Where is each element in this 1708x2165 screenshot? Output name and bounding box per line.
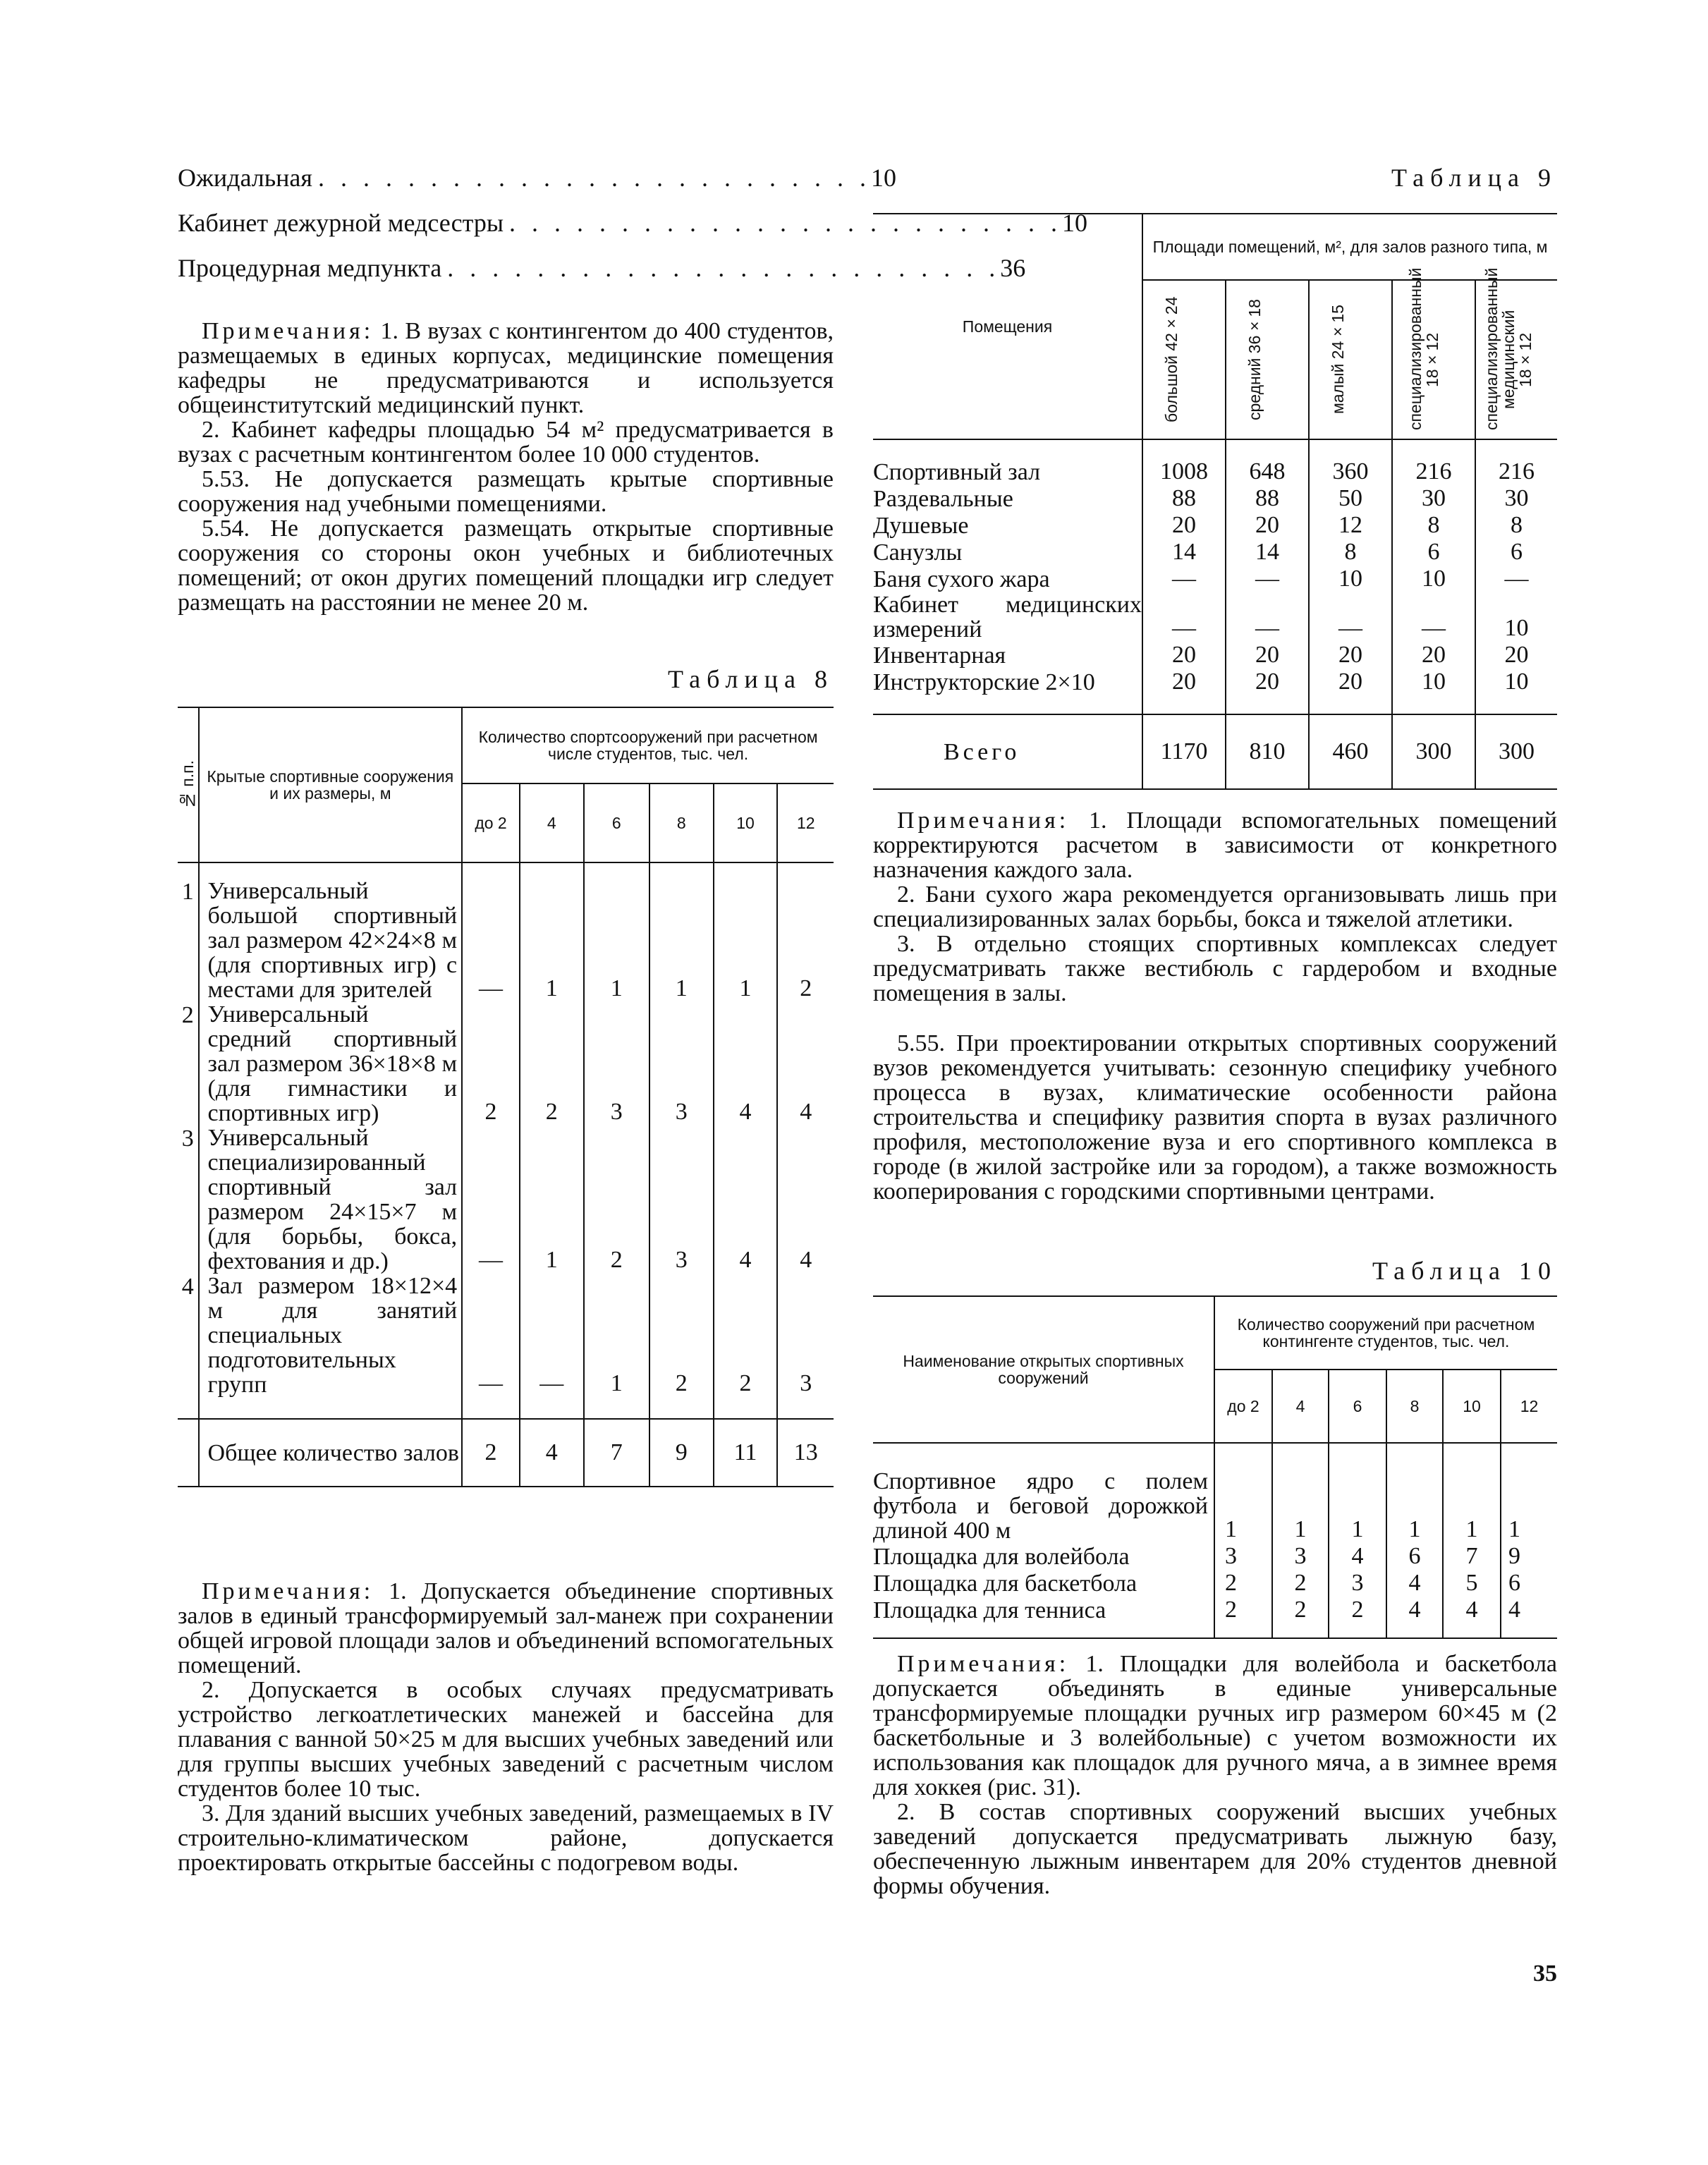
col-header: малый 24×15	[1309, 280, 1392, 439]
cell: 2	[1214, 1597, 1272, 1638]
row-no: 2	[178, 1002, 199, 1126]
cell: 2	[584, 1126, 649, 1274]
row-name: Инструкторские 2×10	[873, 669, 1142, 714]
table-row	[873, 1443, 1557, 1543]
cell: 20	[1226, 642, 1309, 669]
cell: 1008	[1142, 439, 1226, 485]
cell: 1	[584, 1274, 649, 1419]
col-header: 8	[649, 783, 714, 862]
cell: 9	[1508, 1543, 1520, 1569]
row-name: Раздевальные	[873, 485, 1142, 512]
cell: 88	[1226, 485, 1309, 512]
total-row	[178, 1419, 834, 1487]
cell: —	[1226, 566, 1309, 592]
table-9	[873, 213, 1557, 790]
leader-dots: . . . . . . . . . . . . . . . . . . . . . . . . .	[317, 164, 871, 192]
cell: 12	[1309, 512, 1392, 539]
table8-title: Таблица 8	[668, 665, 834, 693]
notes-d	[873, 1652, 1557, 1898]
row-no: 3	[178, 1126, 199, 1274]
table-row	[873, 1543, 1557, 1570]
cell: 4	[1386, 1597, 1443, 1638]
cell: 30	[1504, 485, 1529, 511]
total-cell: 11	[714, 1419, 778, 1487]
row-name: Универсальный большой спортивный зал размером 42×24×8 м (для спортивных игр) с местами для зрителей	[199, 862, 463, 1002]
cell: 1	[1329, 1443, 1386, 1543]
cell: 2	[462, 1002, 520, 1126]
cell: 6	[1392, 539, 1475, 566]
cell: 20	[1309, 669, 1392, 714]
table-row	[873, 485, 1557, 512]
cell: 20	[1142, 669, 1226, 714]
row-name: Универсальный специализированный спортивный зал размером 24×15×7 м (для борьбы, бокса, фехтования и др.)	[199, 1126, 463, 1274]
col-header: 12	[796, 814, 815, 832]
row-name: Инвентарная	[873, 642, 1142, 669]
total-cell: 4	[520, 1419, 584, 1487]
table-row	[873, 1597, 1557, 1638]
row-name: Площадка для тенниса	[873, 1597, 1214, 1638]
cell: 1	[584, 862, 649, 1002]
row-name: Кабинет медицинских измерений	[873, 592, 1142, 642]
cell: —	[1226, 592, 1309, 642]
col-header-name: Наименование открытых спортивных сооружений	[873, 1296, 1214, 1443]
note-paragraph: 2. Кабинет кафедры площадью 54 м² предусматривается в вузах с расчетным контингентом более 10 000 студентов.	[178, 417, 834, 468]
cell: 2	[1214, 1570, 1272, 1597]
note-paragraph: 3. Для зданий высших учебных заведений, размещаемых в IV строительно-климатическом районе, допускается проектировать открытые бассейны с подогревом воды.	[178, 1800, 834, 1876]
row-name: Душевые	[873, 512, 1142, 539]
table-row	[873, 642, 1557, 669]
cell: 1	[714, 862, 778, 1002]
cell: 1	[1214, 1443, 1272, 1543]
cell: 6	[1511, 539, 1523, 565]
table-row	[873, 592, 1557, 642]
table-row	[178, 1126, 834, 1274]
col-header-name: Крытые спортивные сооружения и их размеры, м	[199, 707, 463, 862]
cell: 10	[1504, 615, 1529, 641]
col-header: 6	[584, 783, 649, 862]
room-value: 10	[1062, 209, 1088, 237]
total-cell: 460	[1309, 714, 1392, 789]
room-name: Кабинет дежурной медсестры	[178, 209, 504, 237]
cell: 3	[1329, 1570, 1386, 1597]
col-header: специализированный 18×12	[1392, 280, 1475, 439]
leader-dots: . . . . . . . . . . . . . . . . . . . . . . . . .	[447, 254, 1001, 282]
cell: —	[520, 1274, 584, 1419]
total-label: Всего	[873, 714, 1142, 789]
note-paragraph: 2. Бани сухого жара рекомендуется организовывать лишь при специализированных залах борьбы, бокса и тяжелой атлетики.	[873, 882, 1557, 932]
cell: 8	[1309, 539, 1392, 566]
col-header-room: Помещения	[873, 214, 1142, 439]
cell: 2	[520, 1002, 584, 1126]
cell: 4	[1386, 1570, 1443, 1597]
cell: —	[1392, 592, 1475, 642]
cell: 2	[1329, 1597, 1386, 1638]
cell: 4	[1329, 1543, 1386, 1570]
col-header: 4	[1272, 1370, 1329, 1443]
cell: 20	[1142, 512, 1226, 539]
cell: 1	[1272, 1443, 1329, 1543]
cell: 4	[1443, 1597, 1501, 1638]
col-header: специализированный медицинский 18×12	[1475, 280, 1557, 439]
table-row	[873, 669, 1557, 714]
clause-5-53: 5.53. Не допускается размещать крытые спортивные сооружения над учебными помещениями.	[178, 466, 834, 517]
notes-label: Примечания:	[202, 1578, 374, 1604]
table-10	[873, 1295, 1557, 1639]
cell: —	[462, 1274, 520, 1419]
cell: 3	[584, 1002, 649, 1126]
col-header: 8	[1386, 1370, 1443, 1443]
cell: 216	[1499, 458, 1535, 484]
total-cell: 13	[793, 1439, 818, 1465]
cell: 2	[800, 975, 812, 1001]
table-row	[178, 1002, 834, 1126]
table-row	[178, 862, 834, 1002]
cell: 4	[714, 1002, 778, 1126]
total-cell: 2	[462, 1419, 520, 1487]
total-cell: 9	[649, 1419, 714, 1487]
col-header: 10	[714, 783, 778, 862]
cell: 6	[1508, 1570, 1520, 1596]
table-row	[873, 539, 1557, 566]
row-name: Спортивное ядро с полем футбола и беговой дорожкой длиной 400 м	[873, 1443, 1214, 1543]
cell: 30	[1392, 485, 1475, 512]
cell: 4	[800, 1247, 812, 1273]
col-header: 12	[1501, 1370, 1557, 1443]
cell: 1	[520, 1126, 584, 1274]
col-header: 10	[1443, 1370, 1501, 1443]
cell: 3	[1214, 1543, 1272, 1570]
cell: 3	[800, 1370, 812, 1396]
note-paragraph: Примечания: 1. Площадки для волейбола и баскетбола допускается объединять в единые универсальные трансформируемые площадки ручных игр размером 60×45 м (2 баскетбольные и 3 волейбольные) с учетом возможности их использования как площадок для ручного мяча, а в зимнее время для хоккея (рис. 31).	[873, 1651, 1557, 1800]
right-column	[870, 155, 1557, 1899]
clause-5-54: 5.54. Не допускается размещать открытые спортивные сооружения со стороны окон учебных и библиотечных помещений; от окон других помещений площадки игр следует размещать на расстоянии не менее 20 м.	[178, 516, 834, 616]
cell: 1	[520, 862, 584, 1002]
cell: 2	[1272, 1570, 1329, 1597]
table-row	[178, 1274, 834, 1419]
cell: 20	[1392, 642, 1475, 669]
cell: 10	[1504, 669, 1529, 695]
col-header: 6	[1329, 1370, 1386, 1443]
row-name: Спортивный зал	[873, 439, 1142, 485]
cell: —	[1504, 566, 1529, 592]
cell: 3	[649, 1002, 714, 1126]
cell: 8	[1511, 512, 1523, 538]
col-header: до 2	[1214, 1370, 1272, 1443]
row-name: Зал размером 18×12×4 м для занятий специальных подготовительных групп	[199, 1274, 463, 1419]
notes-label: Примечания:	[202, 318, 374, 344]
cell: 1	[1386, 1443, 1443, 1543]
table9-title: Таблица 9	[1391, 164, 1557, 192]
cell: 20	[1309, 642, 1392, 669]
row-name: Баня сухого жара	[873, 566, 1142, 592]
cell: 14	[1226, 539, 1309, 566]
cell: 2	[714, 1274, 778, 1419]
cell: 2	[649, 1274, 714, 1419]
cell: —	[1309, 592, 1392, 642]
cell: —	[1142, 566, 1226, 592]
note-paragraph: Примечания: 1. Допускается объединение спортивных залов в единый трансформируемый зал-манеж при сохранении общей игровой площади залов и объединений вспомогательных помещений.	[178, 1578, 834, 1678]
total-cell: 1170	[1142, 714, 1226, 789]
room-name: Процедурная медпункта	[178, 254, 442, 282]
room-row	[178, 245, 1026, 291]
total-cell: 7	[584, 1419, 649, 1487]
cell: —	[462, 1126, 520, 1274]
room-row	[178, 155, 896, 200]
cell: 50	[1309, 485, 1392, 512]
cell: 4	[714, 1126, 778, 1274]
cell: 10	[1392, 566, 1475, 592]
total-cell: 810	[1226, 714, 1309, 789]
row-name: Площадка для баскетбола	[873, 1570, 1214, 1597]
cell: 20	[1226, 512, 1309, 539]
leader-dots: . . . . . . . . . . . . . . . . . . . . . . . . .	[509, 209, 1063, 237]
cell: 20	[1504, 642, 1529, 668]
cell: —	[462, 862, 520, 1002]
note-paragraph: Примечания: 1. Площади вспомогательных помещений корректируются расчетом в зависимости от конкретного назначения каждого зала.	[873, 807, 1557, 883]
cell: 4	[800, 1099, 812, 1125]
notes-label: Примечания:	[897, 807, 1070, 834]
cell: 1	[1508, 1516, 1520, 1542]
total-row	[873, 714, 1557, 789]
table-row	[873, 566, 1557, 592]
cell: 4	[1508, 1597, 1520, 1623]
cell: 8	[1392, 512, 1475, 539]
cell: 1	[1443, 1443, 1501, 1543]
cell: 20	[1142, 642, 1226, 669]
table-8	[178, 707, 834, 1487]
total-label: Общее количество залов	[199, 1419, 463, 1487]
notes-a	[178, 319, 834, 615]
notes-c	[873, 808, 1557, 1006]
cell: 10	[1392, 669, 1475, 714]
cell: 3	[1272, 1543, 1329, 1570]
note-paragraph: 3. В отдельно стоящих спортивных комплексах следует предусматривать также вестибюль с гардеробом и входные помещения в залы.	[873, 931, 1557, 1006]
cell: 3	[649, 1126, 714, 1274]
cell: 5	[1443, 1570, 1501, 1597]
row-name: Площадка для волейбола	[873, 1543, 1214, 1570]
clause-5-55: 5.55. При проектировании открытых спортивных сооружений вузов рекомендуется учитывать: сезонную специфику учебного процесса в вузах, климатические особенности района строительства и специфику развития спорта в вузах различного профиля, местоположение вуза и его спортивного комплекса в городе (в жилой застройке или за городом), а также возможность кооперирования с городскими спортивными центрами.	[873, 1030, 1557, 1205]
total-cell: 300	[1392, 714, 1475, 789]
table10-title: Таблица 10	[1372, 1257, 1557, 1285]
col-header-group: Количество спортсооружений при расчетном числе студентов, тыс. чел.	[462, 707, 834, 783]
col-header: средний 36×18	[1226, 280, 1309, 439]
notes-label: Примечания:	[897, 1651, 1070, 1677]
row-name: Санузлы	[873, 539, 1142, 566]
notes-b	[178, 1579, 834, 1875]
cell: 2	[1272, 1597, 1329, 1638]
col-header-no: № п.п.	[178, 707, 199, 862]
room-value: 10	[870, 164, 896, 192]
col-header: до 2	[462, 783, 520, 862]
room-value: 36	[1000, 254, 1026, 282]
col-header-group: Площади помещений, м², для залов разного типа, м	[1142, 214, 1557, 280]
col-header: большой 42×24	[1142, 280, 1226, 439]
cell: 88	[1142, 485, 1226, 512]
note-paragraph: 2. Допускается в особых случаях предусматривать устройство легкоатлетических манежей и бассейна для плавания с ванной 50×25 м для высших учебных заведений или для группы высших учебных заведений с расчетным числом студентов более 10 тыс.	[178, 1677, 834, 1802]
room-list	[178, 155, 1088, 291]
cell: 14	[1142, 539, 1226, 566]
col-header: 4	[520, 783, 584, 862]
table-row	[873, 1570, 1557, 1597]
note-paragraph: Примечания: 1. В вузах с контингентом до 400 студентов, размещаемых в единых корпусах, медицинские помещения кафедры не предусматриваются и используется общеинститутский медицинский пункт.	[178, 318, 834, 418]
cell: 648	[1226, 439, 1309, 485]
row-no: 4	[178, 1274, 199, 1419]
row-name: Универсальный средний спортивный зал размером 36×18×8 м (для гимнастики и спортивных игр)	[199, 1002, 463, 1126]
cell: 7	[1443, 1543, 1501, 1570]
cell: 6	[1386, 1543, 1443, 1570]
page-number: 35	[1533, 1960, 1557, 1987]
table-row	[873, 512, 1557, 539]
cell: —	[1142, 592, 1226, 642]
room-row	[178, 200, 1088, 245]
cell: 216	[1392, 439, 1475, 485]
note-paragraph: 2. В состав спортивных сооружений высших учебных заведений допускается предусматривать лыжную базу, обеспеченную лыжным инвентарем для 20% студентов дневной формы обучения.	[873, 1799, 1557, 1899]
cell: 10	[1309, 566, 1392, 592]
total-cell: 300	[1499, 738, 1535, 764]
row-no: 1	[178, 862, 199, 1002]
table-row	[873, 439, 1557, 485]
room-name: Ожидальная	[178, 164, 312, 192]
cell: 1	[649, 862, 714, 1002]
col-header-group: Количество сооружений при расчетном контингенте студентов, тыс. чел.	[1214, 1296, 1557, 1370]
cell: 360	[1309, 439, 1392, 485]
cell: 20	[1226, 669, 1309, 714]
